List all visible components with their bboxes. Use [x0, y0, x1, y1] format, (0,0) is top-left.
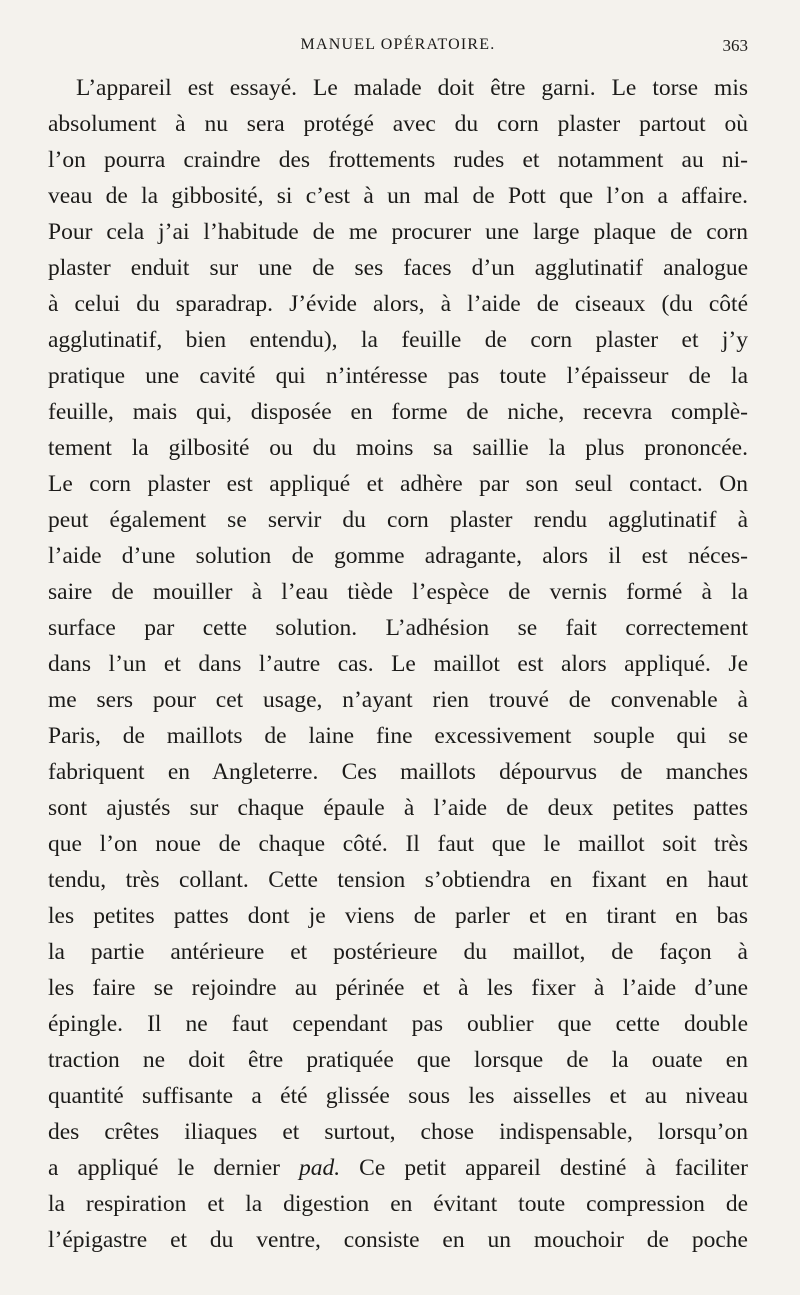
- text-line: veau de la gibbosité, si c’est à un mal de Pott que l’on a affaire.: [48, 183, 748, 209]
- text-line: l’on pourra craindre des frottements rudes et notamment au ni-: [48, 147, 748, 173]
- text-line: l’épigastre et du ventre, consiste en un mouchoir de poche: [48, 1227, 748, 1253]
- text-line: à celui du sparadrap. J’évide alors, à l’aide de ciseaux (du côté: [48, 291, 748, 317]
- text-line: L’appareil est essayé. Le malade doit être garni. Le torse mis: [76, 75, 748, 101]
- text-line: des crêtes iliaques et surtout, chose indispensable, lorsqu’on: [48, 1119, 748, 1145]
- text-line: feuille, mais qui, disposée en forme de niche, recevra complè-: [48, 399, 748, 425]
- text-line: tement la gilbosité ou du moins sa saillie la plus prononcée.: [48, 435, 748, 461]
- text-line: saire de mouiller à l’eau tiède l’espèce de vernis formé à la: [48, 579, 748, 605]
- text-segment: a appliqué le dernier: [48, 1155, 300, 1181]
- text-line: épingle. Il ne faut cependant pas oublier que cette double: [48, 1011, 748, 1037]
- text-line: fabriquent en Angleterre. Ces maillots dépourvus de manches: [48, 759, 748, 785]
- text-line: les petites pattes dont je viens de parler et en tirant en bas: [48, 903, 748, 929]
- page-header: [48, 36, 748, 60]
- italic-word: pad.: [299, 1155, 341, 1181]
- text-line: la partie antérieure et postérieure du maillot, de façon à: [48, 939, 748, 965]
- text-line: peut également se servir du corn plaster rendu agglutinatif à: [48, 507, 748, 533]
- body-text: [48, 70, 748, 1258]
- text-line: que l’on noue de chaque côté. Il faut que le maillot soit très: [48, 831, 748, 857]
- page-number: 363: [722, 36, 748, 55]
- text-line: plaster enduit sur une de ses faces d’un agglutinatif analogue: [48, 255, 748, 281]
- text-line: l’aide d’une solution de gomme adragante, alors il est néces-: [48, 543, 748, 569]
- text-line: sont ajustés sur chaque épaule à l’aide de deux petites pattes: [48, 795, 748, 821]
- text-line: les faire se rejoindre au périnée et à les fixer à l’aide d’une: [48, 975, 748, 1001]
- text-segment: Ce petit appareil destiné à faciliter: [340, 1155, 748, 1181]
- text-line: Paris, de maillots de laine fine excessivement souple qui se: [48, 723, 748, 749]
- text-line: agglutinatif, bien entendu), la feuille de corn plaster et j’y: [48, 327, 748, 353]
- text-line: absolument à nu sera protégé avec du corn plaster partout où: [48, 111, 748, 137]
- text-line: Pour cela j’ai l’habitude de me procurer une large plaque de corn: [48, 219, 748, 245]
- text-line: pratique une cavité qui n’intéresse pas toute l’épaisseur de la: [48, 363, 748, 389]
- text-line: tendu, très collant. Cette tension s’obtiendra en fixant en haut: [48, 867, 748, 893]
- text-line: la respiration et la digestion en évitant toute compression de: [48, 1191, 748, 1217]
- text-line: quantité suffisante a été glissée sous les aisselles et au niveau: [48, 1083, 748, 1109]
- running-title: MANUEL OPÉRATOIRE.: [300, 36, 496, 53]
- text-line: surface par cette solution. L’adhésion se fait correctement: [48, 615, 748, 641]
- text-line: dans l’un et dans l’autre cas. Le maillot est alors appliqué. Je: [48, 651, 748, 677]
- text-line: traction ne doit être pratiquée que lorsque de la ouate en: [48, 1047, 748, 1073]
- text-line: Le corn plaster est appliqué et adhère par son seul contact. On: [48, 471, 748, 497]
- text-line: me sers pour cet usage, n’ayant rien trouvé de convenable à: [48, 687, 748, 713]
- text-line-with-italic: [48, 1150, 748, 1186]
